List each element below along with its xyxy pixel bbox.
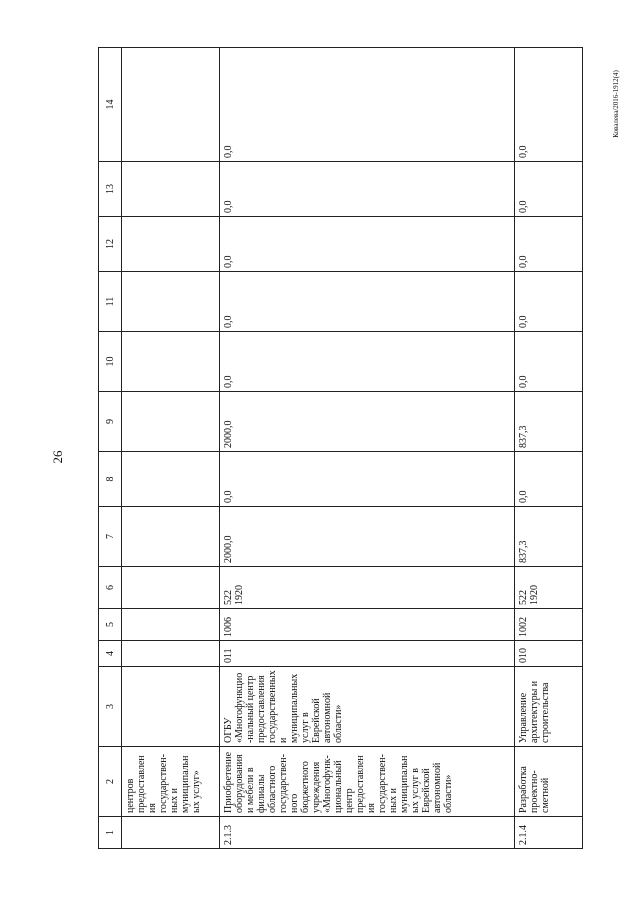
- table-cell: 2000,0: [220, 507, 515, 567]
- header-cell: 1: [99, 817, 122, 849]
- header-row: [99, 48, 122, 849]
- header-cell: 5: [99, 609, 122, 641]
- header-cell: 6: [99, 567, 122, 609]
- table-cell: 0,0: [220, 332, 515, 392]
- table-cell: 0,0: [220, 452, 515, 507]
- header-cell: 11: [99, 272, 122, 332]
- table-cell: 1002: [515, 609, 583, 641]
- table-cell: 837,3: [515, 507, 583, 567]
- table-cell: [122, 667, 220, 747]
- table-cell: 0,0: [515, 452, 583, 507]
- table-cell: [122, 817, 220, 849]
- table-cell: 522 1920: [515, 567, 583, 609]
- table-cell: [122, 48, 220, 162]
- table-cell: [122, 452, 220, 507]
- table-cell: [122, 609, 220, 641]
- table-cell: [122, 567, 220, 609]
- table-cell: 522 1920: [220, 567, 515, 609]
- table-cell: 0,0: [515, 332, 583, 392]
- table-cell: 011: [220, 641, 515, 667]
- table-cell: 2000,0: [220, 392, 515, 452]
- header-cell: 14: [99, 48, 122, 162]
- table-cell: 0,0: [220, 217, 515, 272]
- table-cell: Управление архитектуры и строительства: [515, 667, 583, 747]
- header-cell: 9: [99, 392, 122, 452]
- table-cell: 010: [515, 641, 583, 667]
- budget-table-container: [98, 48, 583, 849]
- budget-table: [98, 47, 583, 849]
- table-cell: [122, 507, 220, 567]
- table-row: [122, 48, 220, 849]
- table-row: [220, 48, 515, 849]
- table-cell: 0,0: [515, 162, 583, 217]
- table-cell: Приобретение оборудования и мебели в филиалы областного государствен-ного бюджетного учреждения «Многофунк-циональный центр предоставления государствен-ных и муниципальных услуг в Еврейской автономной области»: [220, 747, 515, 817]
- table-cell: 1006: [220, 609, 515, 641]
- table-cell: [122, 217, 220, 272]
- document-code: Ковалева/2016-1912(4): [612, 70, 620, 138]
- table-cell: 2.1.4: [515, 817, 583, 849]
- table-cell: [122, 332, 220, 392]
- table-cell: [122, 641, 220, 667]
- table-cell: [122, 392, 220, 452]
- table-cell: 0,0: [220, 48, 515, 162]
- header-cell: 7: [99, 507, 122, 567]
- header-cell: 8: [99, 452, 122, 507]
- table-cell: 2.1.3: [220, 817, 515, 849]
- header-cell: 3: [99, 667, 122, 747]
- page-number: 26: [50, 450, 65, 464]
- header-cell: 13: [99, 162, 122, 217]
- table-cell: 0,0: [515, 48, 583, 162]
- table-cell: 0,0: [515, 217, 583, 272]
- header-cell: 12: [99, 217, 122, 272]
- header-cell: 4: [99, 641, 122, 667]
- table-cell: 0,0: [220, 162, 515, 217]
- table-cell: Разработка проектно-сметной: [515, 747, 583, 817]
- header-cell: 2: [99, 747, 122, 817]
- table-cell: [122, 272, 220, 332]
- table-cell: 0,0: [220, 272, 515, 332]
- table-cell: ОГБУ «Многофункцио-нальный центр предоставления государственных и муниципальных услуг в Еврейской автономной области»: [220, 667, 515, 747]
- table-cell: центров предоставления государствен-ных и муниципальных услуг»: [122, 747, 220, 817]
- table-row: [515, 48, 583, 849]
- table-cell: [122, 162, 220, 217]
- table-cell: 837,3: [515, 392, 583, 452]
- header-cell: 10: [99, 332, 122, 392]
- table-cell: 0,0: [515, 272, 583, 332]
